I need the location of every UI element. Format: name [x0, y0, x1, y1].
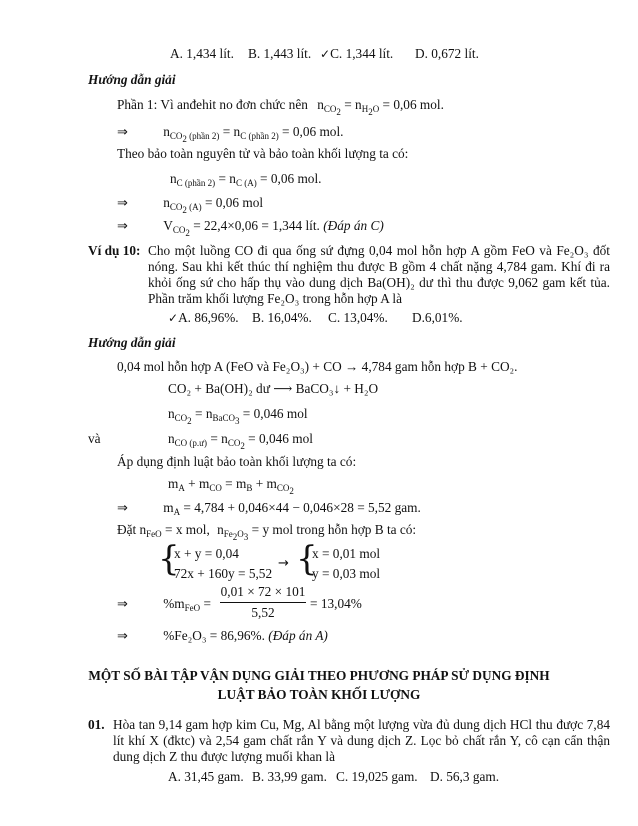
implies-icon: ⇒ [117, 219, 128, 234]
top-option-d: D. 0,672 lít. [415, 46, 479, 61]
guide1-line3: Theo bảo toàn nguyên tử và bảo toàn khối lượng ta có: [117, 146, 409, 161]
pct-line-prefix: ⇒ $\%m_{FeO}$ = [117, 596, 211, 613]
example-10-label: Ví dụ 10: [88, 243, 141, 258]
brace-left-1: { [158, 539, 180, 579]
ex10-option-d: D.6,01%. [412, 310, 463, 325]
problem-01-text: Hòa tan 9,14 gam hợp kim Cu, Mg, Al bằng một lượng vừa đủ dung dịch HCl thu được 7,84 lít khí X (đktc) và 2,54 gam chất rắn Y và dung dịch Z. Lọc bỏ chất rắn Y, cô cạn cẩn thận dung dịch Z thu được lượng muối khan là [113, 717, 610, 764]
guide2-line4: $n_{CO (p.ư)} = n_{CO_2} = 0,046$ mol [168, 431, 313, 451]
implies-icon: ⇒ [117, 125, 128, 140]
arrow-icon: → [278, 556, 289, 571]
guide1-line4: $n_{C (phần 2)} = n_{C (A)} = 0,06$ mol. [170, 171, 322, 188]
guide2-line6: $m_A + m_{CO} = m_B + m_{CO_2}$ [168, 476, 294, 496]
guide2-line1: 0,04 mol hỗn hợp A (FeO và Fe₂O₃) + CO → 4,784 gam hỗn hợp B + CO₂. [117, 359, 518, 374]
ex10-option-c: C. 13,04%. [328, 310, 388, 325]
p01-option-b: B. 33,99 gam. [252, 769, 327, 784]
guide2-final: ⇒ %Fe₂O₃ = 86,96%. (Đáp án A) [117, 628, 328, 644]
system2-eq1: x = 0,01 mol [312, 546, 381, 561]
implies-icon: ⇒ [117, 501, 128, 516]
problem-01-number: 01. [88, 717, 105, 732]
guide-heading-1: Hướng dẫn giải [88, 72, 176, 87]
ex10-option-b: B. 16,04%. [252, 310, 312, 325]
guide1-line6: ⇒ $V_{CO_2} = 22,4\times 0,06 = 1,344$ lít. (Đáp án C) [117, 218, 384, 238]
system1-eq2: 72x + 160y = 5,52 [174, 566, 273, 581]
fraction-numerator: 0,01 × 72 × 101 [220, 584, 306, 599]
guide1-line2: ⇒ $n_{CO_2 (phần 2)} = n_{C (phần 2)} = 0,06$ mol. [117, 124, 344, 144]
p01-option-d: D. 56,3 gam. [430, 769, 500, 784]
and-word: và [88, 431, 101, 446]
fraction-denominator: 5,52 [251, 605, 275, 620]
guide2-line3: $n_{CO_2} = n_{BaCO_3} = 0,046$ mol [168, 406, 308, 426]
guide1-line1: Phần 1: Vì anđehit no đơn chức nên $n_{CO_2} = n_{H_2O} = 0,06$ mol. [117, 97, 444, 117]
fraction-result: = 13,04% [310, 596, 362, 611]
guide2-line7: ⇒ $m_A = 4,784 + 0,046\times 44 - 0,046\times 28 = 5,52$ gam. [117, 500, 421, 517]
top-option-a: A. 1,434 lít. [170, 46, 234, 61]
pct-fraction [220, 584, 306, 621]
implies-icon: ⇒ [117, 629, 128, 644]
guide-heading-2: Hướng dẫn giải [88, 335, 176, 350]
example-10-text: Cho một luồng CO đi qua ống sứ đựng 0,04 mol hỗn hợp A gồm FeO và Fe₂O₃ đốt nóng. Sau khi kết thúc thí nghiệm thu được B gồm 4 chất nặng 4,784 gam. Khí đi ra khỏi ống sứ cho hấp thụ vào dung dịch Ba(OH)₂ dư thì thu được 9,062 gam kết tủa. Phần trăm khối lượng Fe₂O₃ trong hỗn hợp A là [148, 243, 610, 306]
ex10-option-a: ✓A. 86,96%. [168, 310, 239, 325]
guide2-line8: Đặt $n_{FeO} = x$ mol, $n_{Fe_2O_3} = y$ mol trong hỗn hợp B ta có: [117, 522, 417, 542]
brace-left-2: { [296, 539, 318, 579]
p01-option-c: C. 19,025 gam. [336, 769, 418, 784]
system2-eq2: y = 0,03 mol [312, 566, 381, 581]
guide2-line2: CO₂ + Ba(OH)₂ dư ⟶ BaCO₃↓ + H₂O [168, 381, 379, 396]
implies-icon: ⇒ [117, 196, 128, 211]
check-icon: ✓ [168, 311, 179, 325]
fraction-bar [220, 602, 306, 603]
check-icon: ✓ [320, 47, 331, 61]
p01-option-a: A. 31,45 gam. [168, 769, 244, 784]
top-option-c: ✓C. 1,344 lít. [320, 46, 394, 61]
system1-eq1: x + y = 0,04 [174, 546, 239, 561]
section-title-line2: LUẬT BẢO TOÀN KHỐI LƯỢNG [217, 687, 421, 702]
top-option-b: B. 1,443 lít. [248, 46, 312, 61]
guide1-line5: ⇒ $n_{CO_2 (A)} = 0,06$ mol [117, 195, 264, 215]
section-title-line1: MỘT SỐ BÀI TẬP VẬN DỤNG GIẢI THEO PHƯƠNG PHÁP SỬ DỤNG ĐỊNH [88, 668, 550, 683]
guide2-line5: Áp dụng định luật bảo toàn khối lượng ta có: [117, 454, 357, 469]
implies-icon: ⇒ [117, 597, 128, 612]
